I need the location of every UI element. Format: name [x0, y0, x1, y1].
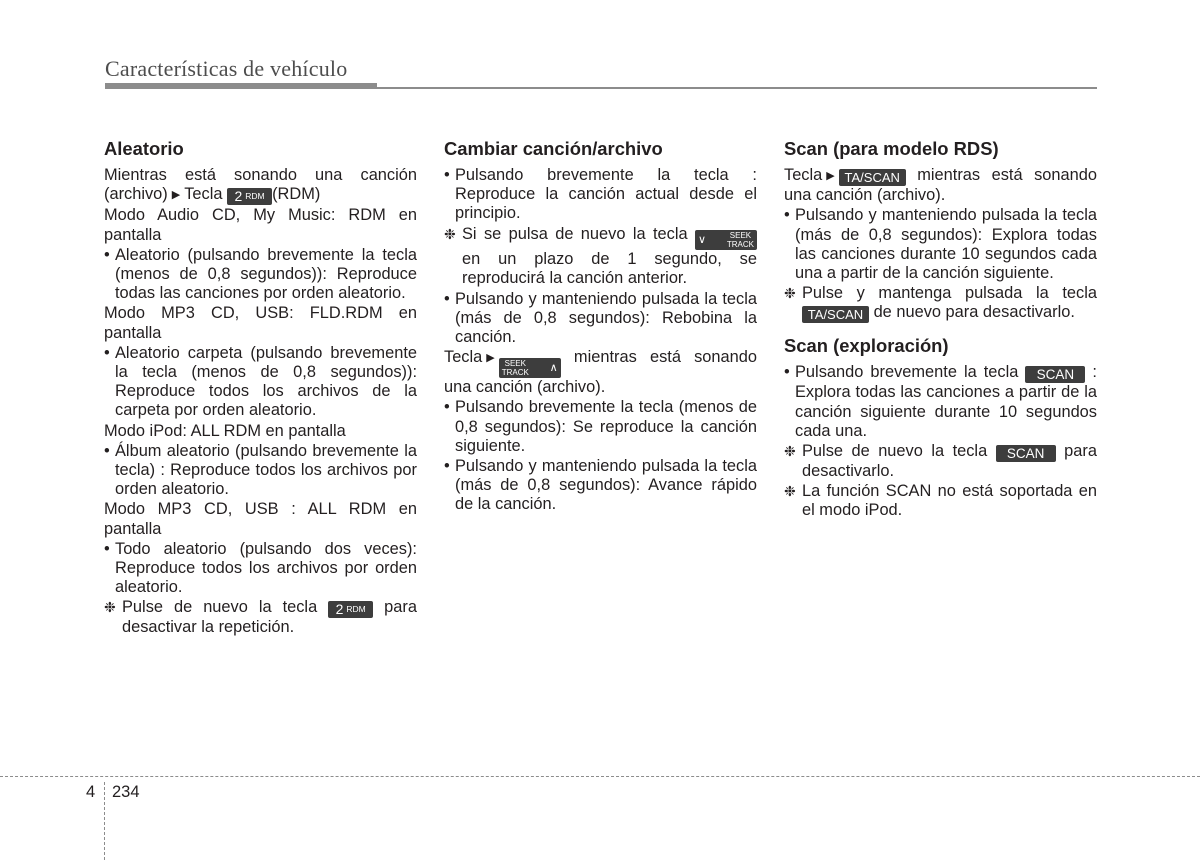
triangle-right-icon: ▶ — [171, 189, 181, 202]
note-scan-ipod: ❉ La función SCAN no está soportada en el modo iPod. — [784, 482, 1097, 520]
paragraph-audio-mode: Modo Audio CD, My Music: RDM en pantalla — [104, 206, 417, 244]
page-header — [105, 56, 1097, 92]
header-rule-thick — [105, 83, 377, 89]
seek-track-up-key-icon: SEEK TRACK ∧ — [499, 358, 561, 378]
paragraph-mp3-fld-mode: Modo MP3 CD, USB: FLD.RDM en pantalla — [104, 304, 417, 342]
header-title: Características de vehículo — [105, 56, 348, 81]
bullet-rewind: • Pulsando y manteniendo pulsada la tecla (más de 0,8 segundos): Rebobina la canción. — [444, 290, 757, 348]
triangle-right-icon: ▶ — [826, 170, 835, 182]
bullet-restart-song: • Pulsando brevemente la tecla : Reproduce la canción actual desde el principio. — [444, 166, 757, 224]
intro-text-a: Mientras está sonando una canción (archivo) — [104, 166, 417, 204]
page-number: 234 — [112, 783, 140, 801]
footer-dashed-rule — [0, 776, 1200, 777]
rdm-key-icon: 2 RDM — [328, 601, 373, 618]
paragraph-tecla-ta-scan: Tecla ▶ TA/SCAN mientras está sonando una canción (archivo). — [784, 166, 1097, 205]
footer-dashed-divider — [104, 782, 105, 860]
chevron-down-icon: ∨ — [698, 233, 707, 246]
bullet-random: • Aleatorio (pulsando brevemente la tecla (menos de 0,8 segundos)): Reproduce todas las canciones por orden aleatorio. — [104, 246, 417, 304]
chapter-number: 4 — [86, 783, 96, 801]
heading-aleatorio: Aleatorio — [104, 138, 184, 159]
bullet-folder-random: • Aleatorio carpeta (pulsando brevemente la tecla (menos de 0,8 segundos)): Reproduce todos los archivos de la carpeta por orden aleatorio. — [104, 344, 417, 421]
heading-cambiar-cancion: Cambiar canción/archivo — [444, 138, 663, 159]
ta-scan-key-icon: TA/SCAN — [802, 306, 869, 323]
paragraph-ipod-mode: Modo iPod: ALL RDM en pantalla — [104, 421, 346, 440]
note-previous-song: ❉ Si se pulsa de nuevo la tecla ∨ SEEK TRACK en un plazo de 1 segundo, se reproducirá la canción anterior. — [444, 225, 757, 289]
seek-track-down-key-icon: ∨ SEEK TRACK — [695, 230, 757, 250]
triangle-right-icon: ▶ — [486, 352, 495, 365]
column-cambiar-cancion — [444, 138, 757, 516]
bullet-next-song: • Pulsando brevemente la tecla (menos de 0,8 segundos): Se reproduce la canción siguiente. — [444, 398, 757, 456]
header-rule-thin — [377, 87, 1097, 89]
heading-scan-exploracion: Scan (exploración) — [784, 335, 949, 357]
intro-text-b: Tecla — [184, 185, 223, 204]
ta-scan-key-icon: TA/SCAN — [839, 169, 906, 186]
bullet-scan-short-press: • Pulsando brevemente la tecla SCAN : Explora todas las canciones a partir de la canción siguiente durante 10 segundos cada una. — [784, 363, 1097, 441]
intro-text-c: (RDM) — [272, 185, 321, 204]
note-deactivate-repeat: ❉ Pulse de nuevo la tecla 2 RDM para desactivar la repetición. — [104, 598, 417, 637]
paragraph-intro — [104, 166, 417, 205]
note-scan-deactivate: ❉ Pulse de nuevo la tecla SCAN para desactivarlo. — [784, 442, 1097, 481]
chevron-up-icon: ∧ — [549, 361, 558, 374]
scan-key-icon: SCAN — [996, 445, 1056, 462]
column-scan — [784, 138, 1097, 522]
paragraph-mp3-all-mode: Modo MP3 CD, USB : ALL RDM en pantalla — [104, 500, 417, 538]
bullet-album-random: • Álbum aleatorio (pulsando brevemente la tecla) : Reproduce todos los archivos por orden aleatorio. — [104, 442, 417, 500]
scan-key-icon: SCAN — [1025, 366, 1085, 383]
bullet-fast-forward: • Pulsando y manteniendo pulsada la tecla (más de 0,8 segundos): Avance rápido de la canción. — [444, 457, 757, 515]
heading-scan-rds: Scan (para modelo RDS) — [784, 138, 999, 159]
bullet-all-random: • Todo aleatorio (pulsando dos veces): Reproduce todos los archivos por orden aleatorio. — [104, 540, 417, 598]
rdm-key-icon: 2 RDM — [227, 188, 272, 205]
note-ta-scan-deactivate: ❉ Pulse y mantenga pulsada la tecla TA/SCAN de nuevo para desactivarlo. — [784, 284, 1097, 323]
bullet-scan-long-press: • Pulsando y manteniendo pulsada la tecla (más de 0,8 segundos): Explora todas las canciones durante 10 segundos cada una a partir de la canción siguiente. — [784, 206, 1097, 283]
paragraph-tecla-seek: Tecla ▶ SEEK TRACK ∧ mientras está sonando una canción (archivo). — [444, 348, 757, 397]
column-aleatorio — [104, 138, 417, 639]
